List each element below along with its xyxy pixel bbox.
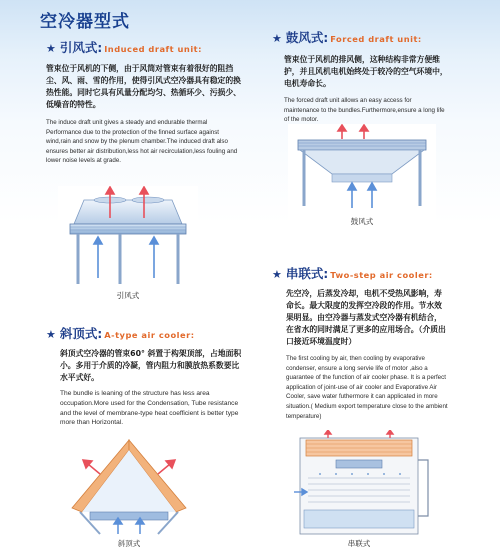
star-icon: ★ — [46, 42, 56, 55]
heading-en: Forced draft unit: — [330, 34, 422, 44]
caption-forced: 鼓风式 — [350, 217, 374, 226]
section-forced — [272, 28, 448, 125]
section-atype — [46, 324, 242, 428]
figure-twostep — [292, 430, 438, 552]
body-cn: 管束位于风机的排风侧，这种结构非常方便维护，并且风机电机始终处于较冷的空气环境中，电机寿命长。 — [284, 55, 448, 88]
figure-forced — [288, 124, 436, 232]
section-twostep — [272, 264, 448, 421]
caption-twostep: 串联式 — [347, 539, 371, 548]
page-title: 空冷器型式 — [40, 12, 130, 32]
forced-unit-diagram — [288, 124, 436, 232]
star-icon: ★ — [272, 32, 282, 45]
section-heading: ★ 斜顶式 : A-type air cooler: — [46, 326, 195, 341]
heading-cn: 斜顶式 — [59, 326, 98, 341]
figure-atype — [60, 434, 198, 552]
heading-cn: 鼓风式 — [285, 30, 324, 45]
two-step-diagram — [292, 430, 438, 552]
body-en: The bundle is leaning of the structure has less area occupation.More used for the Condensation, Tube resistance and the level of membrane-type heat coefficient is better type more than Horizontal. — [60, 390, 239, 427]
body-en: The induce draft unit gives a steady and endurable thermal Performance due to the protection of the finned surface against wind,rain and snow by the plenum chamber.The induced draft also ensures better air distribution,less hot air recirculation,less fouling and lower noise levels at grade. — [46, 119, 238, 165]
figure-induced — [58, 186, 198, 304]
heading-cn: 引风式 — [59, 40, 98, 55]
body-cn: 先空冷，后蒸发冷却，电机不受热风影响，寿命长。最大限度的发挥空冷段的作用。节水效果明显。由空冷器与蒸发式空冷器有机结合，在省水的同时满足了更多的应用场合。（介质出口接近环境温度时） — [286, 289, 446, 346]
caption-induced: 引风式 — [116, 291, 140, 300]
induced-unit-diagram — [58, 186, 198, 304]
heading-en: Induced draft unit: — [104, 44, 202, 54]
caption-atype: 斜顶式 — [117, 539, 141, 548]
section-induced — [46, 38, 242, 166]
a-type-diagram — [60, 434, 198, 552]
section-heading: ★ 鼓风式 : Forced draft unit: — [272, 30, 422, 45]
section-heading: ★ 引风式 : Induced draft unit: — [46, 40, 202, 55]
star-icon: ★ — [46, 328, 56, 341]
body-cn: 斜顶式空冷器的管束60° 斜置于构架顶部，占地面积小。多用于介质的冷凝，管内阻力和膜放热系数要比水平式好。 — [60, 349, 242, 382]
heading-cn: 串联式 — [285, 266, 324, 281]
body-cn: 管束位于风机的下侧，由于风筒对管束有着很好的阻挡尘、风、雨、雪的作用，使得引风式空冷器具有稳定的换热性能。同时它具有风量分配均匀、热循环少、污损少、低噪音的特性。 — [46, 64, 241, 109]
body-en: The forced draft unit allows an easy access for maintenance to the bundles.Furthermore,ensure a long life of the motor. — [284, 97, 445, 124]
heading-en: Two-step air cooler: — [330, 270, 433, 280]
star-icon: ★ — [272, 268, 282, 281]
section-heading: ★ 串联式 : Two-step air cooler: — [272, 266, 433, 281]
body-en: The first cooling by air, then cooling by evaporative condenser, ensure a long servie life of motor ,also a guarantee of the function of air cooler phase. It is a perfect application of joint-use of air cooler and Evaporative Air Cooler, save water futhermore it can applicated in more situation.( Medium export temperature close to the ambient temperature) — [286, 355, 448, 420]
heading-en: A-type air cooler: — [104, 330, 195, 340]
